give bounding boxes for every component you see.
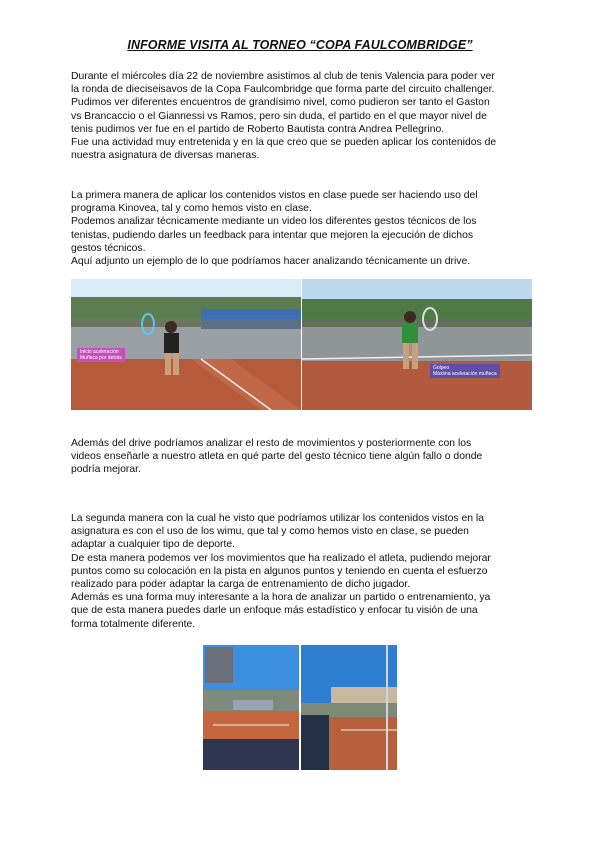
text-line: Además del drive podríamos analizar el resto de movimientos y posteriormente con los [71, 438, 472, 449]
annotation-label-right [430, 364, 500, 378]
annotation-label-left [77, 348, 125, 362]
stadium-scene-illustration [203, 645, 299, 770]
stadium-photo-left [203, 645, 299, 770]
paragraph-intro [71, 70, 533, 162]
tennis-scene-illustration [302, 279, 532, 410]
text-line: Podemos analizar técnicamente mediante un video los diferentes gestos técnicos de los [71, 216, 477, 228]
text-line: gestos técnicos. [71, 242, 146, 254]
text-line: Pudimos ver diferentes encuentros de grandísimo nivel, como pudieron ser tanto el Gaston [71, 97, 490, 109]
text-line: puntos como su colocación en la pista en algunos puntos y teniendo en cuenta el esfuerzo [71, 565, 488, 577]
text-line: De esta manera podemos ver los movimientos que ha realizado el atleta, pudiendo mejorar [71, 552, 491, 564]
tennis-scene-illustration [71, 279, 301, 410]
text-line: nuestra asignatura de diversas maneras. [71, 150, 260, 162]
text-line: tenistas, pudiendo darles un feedback para intentar que mejoren la ejecución de dichos [71, 229, 474, 241]
label-line: Muñeca por detrás [80, 355, 122, 361]
paragraph-wimu [71, 512, 533, 631]
paragraph-other-movements [71, 437, 533, 477]
text-line: Fue una actividad muy entretenida y en la que creo que se pueden aplicar los contenidos de [71, 137, 497, 149]
paragraph-kinovea [71, 189, 533, 268]
text-line: videos enseñarle a nuestro atleta en qué parte del gesto técnico tiene algún fallo o donde [71, 451, 483, 463]
text-line: tenis pudimos ver fue en el partido de Roberto Bautista contra Andrea Pellegrino. [71, 123, 445, 135]
stadium-scene-illustration [301, 645, 397, 770]
text-line: realizado para poder adaptar la carga de entrenamiento de dicho jugador. [71, 579, 411, 591]
text-line: Además es una forma muy interesante a la hora de analizar un partido o entrenamiento, ya [71, 592, 491, 604]
label-line: Máxima aceleración muñeca [433, 371, 497, 377]
label-line: Golpeo [433, 365, 450, 371]
text-line: adaptar a cualquier tipo de deporte. [71, 539, 236, 551]
text-line: que de esta manera puedes darle un enfoque más estadístico y enfocar tu visión de una [71, 605, 478, 617]
drive-photo-start [71, 279, 301, 410]
text-line: programa Kinovea, tal y como hemos visto en clase. [71, 203, 312, 215]
text-line: Aquí adjunto un ejemplo de lo que podríamos hacer analizando técnicamente un drive. [71, 256, 471, 268]
text-line: vs Brancaccio o el Giannessi vs Ramos, pero sin duda, el partido en el que mayor nivel de [71, 110, 487, 122]
stadium-photo-right [301, 645, 397, 770]
text-line: asignatura es con el uso de los wimu, que tal y como hemos visto en clase, se pueden [71, 526, 469, 538]
text-line: Durante el miércoles día 22 de noviembre asistimos al club de tenis Valencia para poder ver [71, 71, 495, 82]
text-line: la ronda de dieciseisavos de la Copa Faulcombridge que forma parte del circuito challenger. [71, 84, 495, 96]
text-line: forma totalmente diferente. [71, 618, 196, 630]
report-title: INFORME VISITA AL TORNEO “COPA FAULCOMBRIDGE” [127, 38, 473, 52]
drive-photo-impact [302, 279, 532, 410]
text-line: La primera manera de aplicar los contenidos vistos en clase puede ser haciendo uso del [71, 190, 478, 201]
label-line: Inicio aceleración [80, 349, 119, 355]
text-line: podría mejorar. [71, 464, 141, 476]
text-line: La segunda manera con la cual he visto que podríamos utilizar los contenidos vistos en la [71, 513, 484, 524]
